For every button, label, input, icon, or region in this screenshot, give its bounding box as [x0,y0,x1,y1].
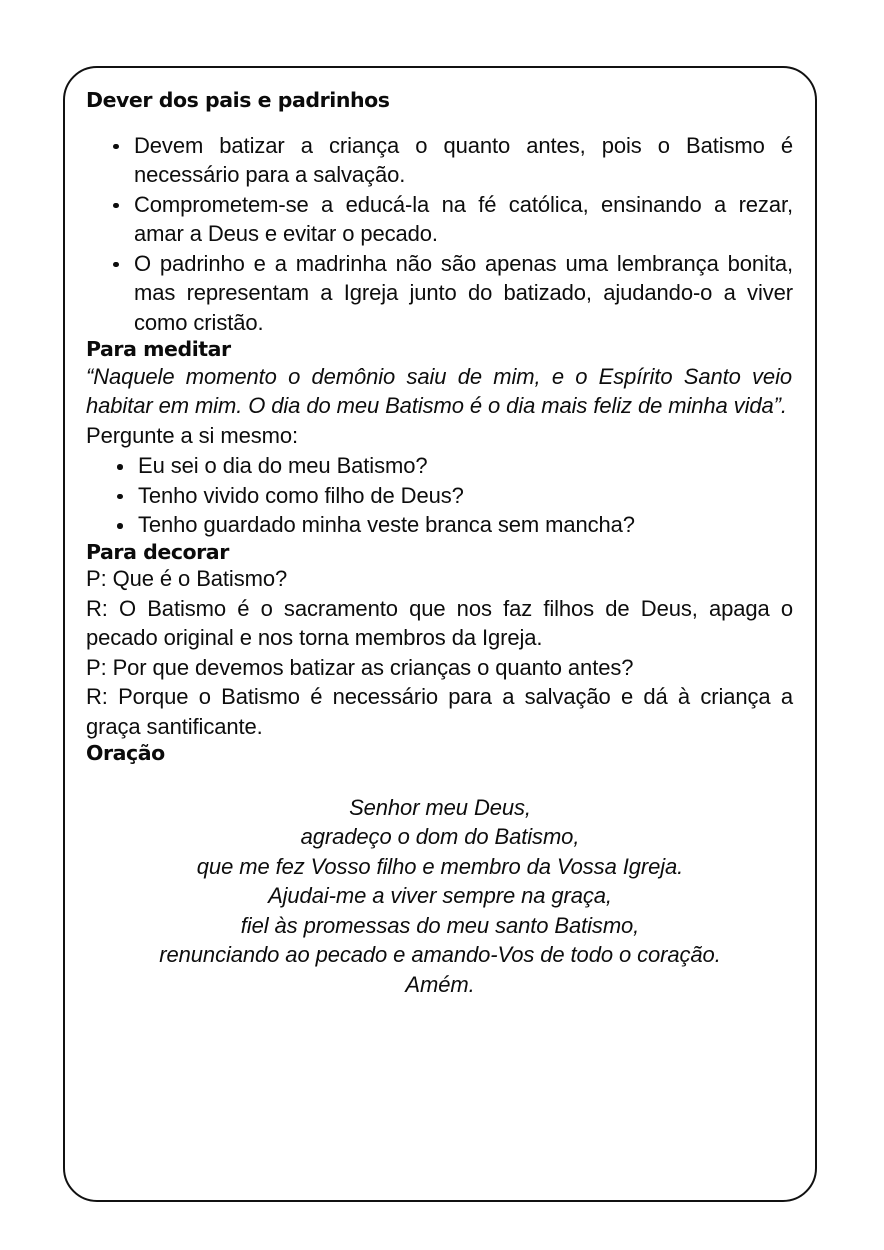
prayer-line: Senhor meu Deus, [349,794,531,820]
self-questions-list [86,451,794,540]
duties-list [86,131,794,338]
section-heading-memorize: Para decorar [86,539,229,564]
qa-line: P: Por que devemos batizar as crianças o quanto antes? [86,654,634,680]
prayer-line: que me fez Vosso filho e membro da Vossa Igreja. [196,853,684,879]
content-card [63,66,817,1202]
prayer-line: renunciando ao pecado e amando-Vos de todo o coração. [159,942,721,968]
section-heading-meditate: Para meditar [86,337,231,362]
list-item: Eu sei o dia do meu Batismo? [108,451,794,481]
list-item: Tenho guardado minha veste branca sem mancha? [108,510,794,540]
prayer-line: agradeço o dom do Batismo, [300,824,580,850]
card-content [86,88,794,999]
meditation-quote: “Naquele momento o demônio saiu de mim, e o Espírito Santo veio habitar em mim. O dia do meu Batismo é o dia mais feliz de minha vida”. [86,363,792,419]
qa-line: R: Porque o Batismo é necessário para a salvação e dá à criança a graça santificante. [86,684,793,739]
ask-yourself-label: Pergunte a si mesmo: [86,422,298,448]
list-item: O padrinho e a madrinha não são apenas uma lembrança bonita, mas representam a Igreja junto do batizado, ajudando-o a viver como cristão. [104,249,794,338]
prayer-text [86,793,794,1000]
prayer-line: Amém. [405,971,475,997]
qa-line: P: Que é o Batismo? [86,566,288,592]
list-item: Devem batizar a criança o quanto antes, pois o Batismo é necessário para a salvação. [104,131,794,190]
section-heading-duties: Dever dos pais e padrinhos [86,88,390,112]
section-heading-prayer: Oração [86,741,165,766]
list-item: Comprometem-se a educá-la na fé católica, ensinando a rezar, amar a Deus e evitar o pecado. [104,190,794,249]
catechism-qa-block [86,564,794,741]
list-item: Tenho vivido como filho de Deus? [108,481,794,511]
prayer-line: Ajudai-me a viver sempre na graça, [268,883,612,909]
qa-line: R: O Batismo é o sacramento que nos faz filhos de Deus, apaga o pecado original e nos torna membros da Igreja. [86,595,793,651]
prayer-line: fiel às promessas do meu santo Batismo, [240,912,640,938]
